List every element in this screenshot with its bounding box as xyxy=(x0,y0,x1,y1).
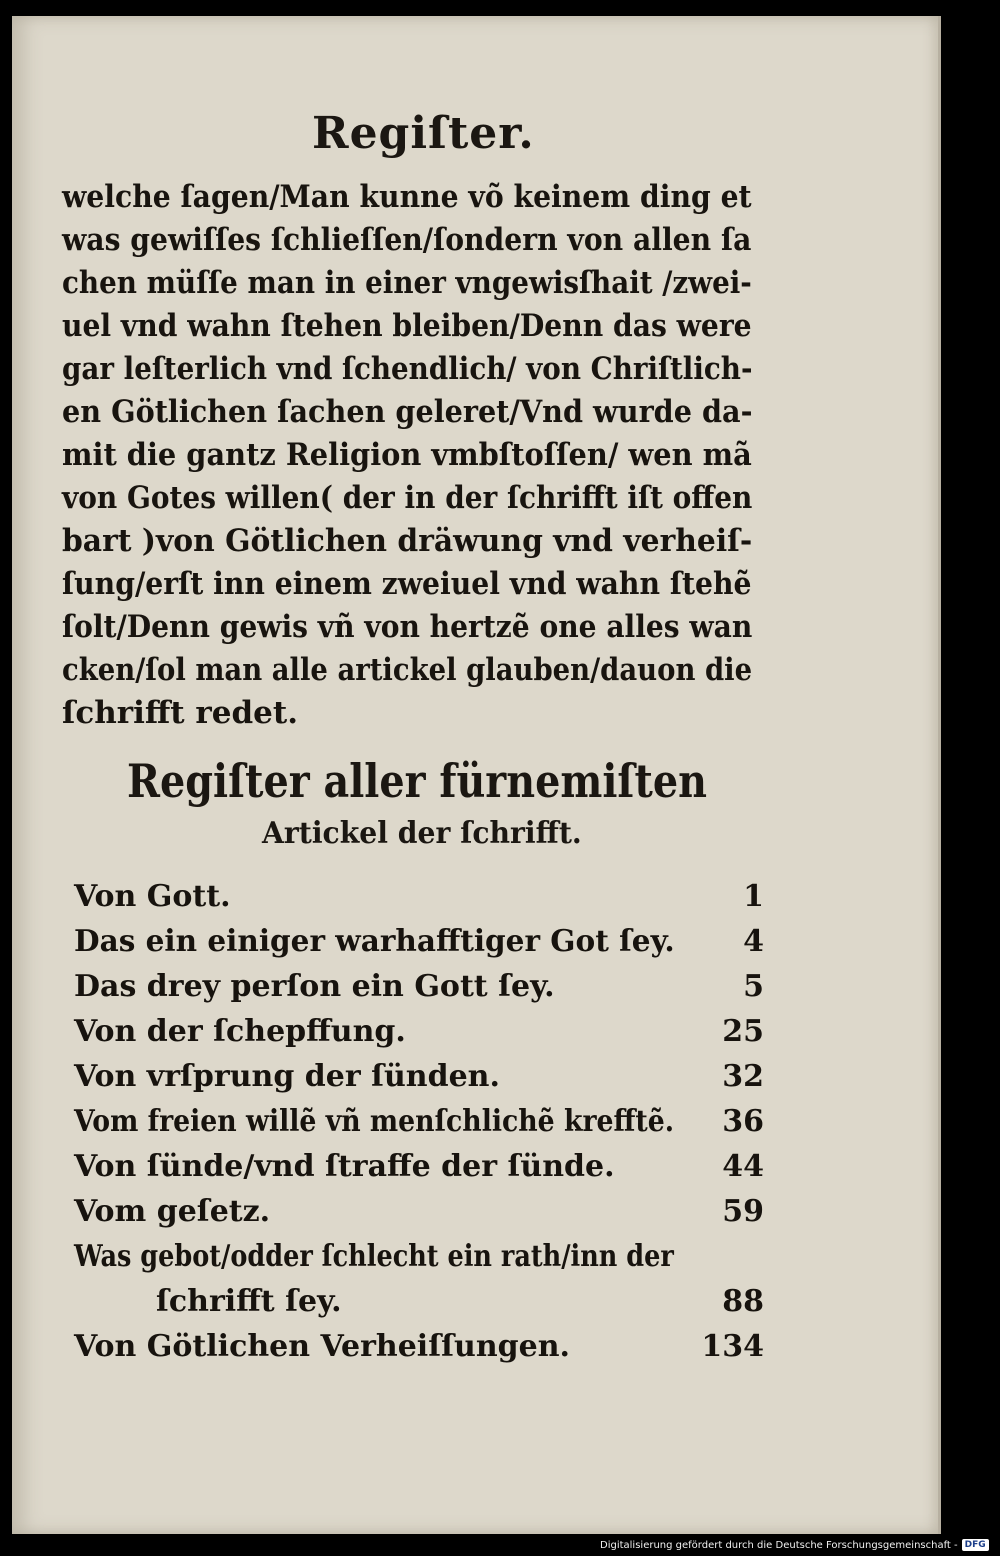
toc-entry xyxy=(74,1144,764,1189)
body-line: bart )von Götlichen dräwung vnd verheiſ- xyxy=(62,523,753,559)
dfg-logo: DFG xyxy=(962,1539,989,1551)
toc-entry-label: Das drey perſon ein Gott ſey. xyxy=(74,969,555,1004)
body-line: was gewiſſes ſchlieſſen/ſondern von allen ſa xyxy=(62,222,752,258)
body-line: cken/ſol man alle artickel glauben/dauon die xyxy=(62,652,753,688)
toc-entry-label: Von der ſchepffung. xyxy=(74,1014,406,1049)
register-table-of-contents xyxy=(74,874,764,1369)
digitization-credit xyxy=(600,1537,992,1553)
toc-entry xyxy=(74,1324,764,1369)
toc-entry-page: 1 xyxy=(743,879,764,914)
toc-entry-label: Vom freien willẽ vñ menſchlichẽ krefftẽ. xyxy=(74,1104,675,1139)
toc-entry-label: Von Gott. xyxy=(74,879,231,914)
body-line: en Götlichen ſachen geleret/Vnd wurde da- xyxy=(62,394,753,430)
toc-entry xyxy=(74,874,764,919)
body-line: uel vnd wahn ſtehen bleiben/Denn das were xyxy=(62,308,752,344)
body-line: ſchrifft redet. xyxy=(62,695,298,731)
toc-entry-label: Von ſünde/vnd ſtraffe der ſünde. xyxy=(74,1149,615,1184)
running-header: Regiſter. xyxy=(312,108,535,159)
toc-entry-page: 44 xyxy=(722,1149,764,1184)
toc-entry xyxy=(74,1234,764,1279)
toc-entry-label: Von vrſprung der ſünden. xyxy=(74,1059,500,1094)
body-line: gar leſterlich vnd ſchendlich/ von Chriſtlich- xyxy=(62,351,753,387)
toc-entry-page: 32 xyxy=(722,1059,764,1094)
toc-entry xyxy=(74,919,764,964)
toc-entry-page: 59 xyxy=(722,1194,764,1229)
register-subtitle: Artickel der ſchrifft. xyxy=(262,816,582,851)
body-line: ſolt/Denn gewis vñ von hertzẽ one alles wan xyxy=(62,609,753,645)
toc-entry xyxy=(74,964,764,1009)
toc-entry xyxy=(74,1189,764,1234)
toc-entry xyxy=(74,1054,764,1099)
book-page xyxy=(12,16,941,1534)
toc-entry-page: 134 xyxy=(701,1329,764,1364)
credit-text: Digitalisierung gefördert durch die Deutsche Forschungsgemeinschaft - xyxy=(600,1539,958,1551)
toc-entry-label: Das ein einiger warhafftiger Got ſey. xyxy=(74,924,675,959)
body-text-block xyxy=(62,176,762,735)
body-line: von Gotes willen( der in der ſchrifft iſt offen xyxy=(62,480,753,516)
toc-entry-page: 4 xyxy=(743,924,764,959)
toc-entry-page: 88 xyxy=(722,1284,764,1319)
toc-entry-page: 5 xyxy=(743,969,764,1004)
toc-entry-label: ſchrifft ſey. xyxy=(156,1284,342,1319)
toc-entry xyxy=(74,1099,764,1144)
body-line: ſung/erſt inn einem zweiuel vnd wahn ſtehẽ xyxy=(62,566,752,602)
toc-entry-label: Vom geſetz. xyxy=(74,1194,271,1229)
register-title: Regiſter aller fürnemiſten xyxy=(127,754,707,808)
toc-entry-label: Was gebot/odder ſchlecht ein rath/inn der xyxy=(74,1239,674,1274)
toc-entry-label: Von Götlichen Verheiſſungen. xyxy=(74,1329,570,1364)
toc-entry-page: 36 xyxy=(722,1104,764,1139)
toc-entry xyxy=(74,1279,764,1324)
body-line: welche ſagen/Man kunne võ keinem ding et xyxy=(62,179,752,215)
toc-entry-page: 25 xyxy=(722,1014,764,1049)
toc-entry xyxy=(74,1009,764,1054)
body-line: mit die gantz Religion vmbſtoſſen/ wen mã xyxy=(62,437,752,473)
body-line: chen müſſe man in einer vngewisſhait /zwei- xyxy=(62,265,752,301)
